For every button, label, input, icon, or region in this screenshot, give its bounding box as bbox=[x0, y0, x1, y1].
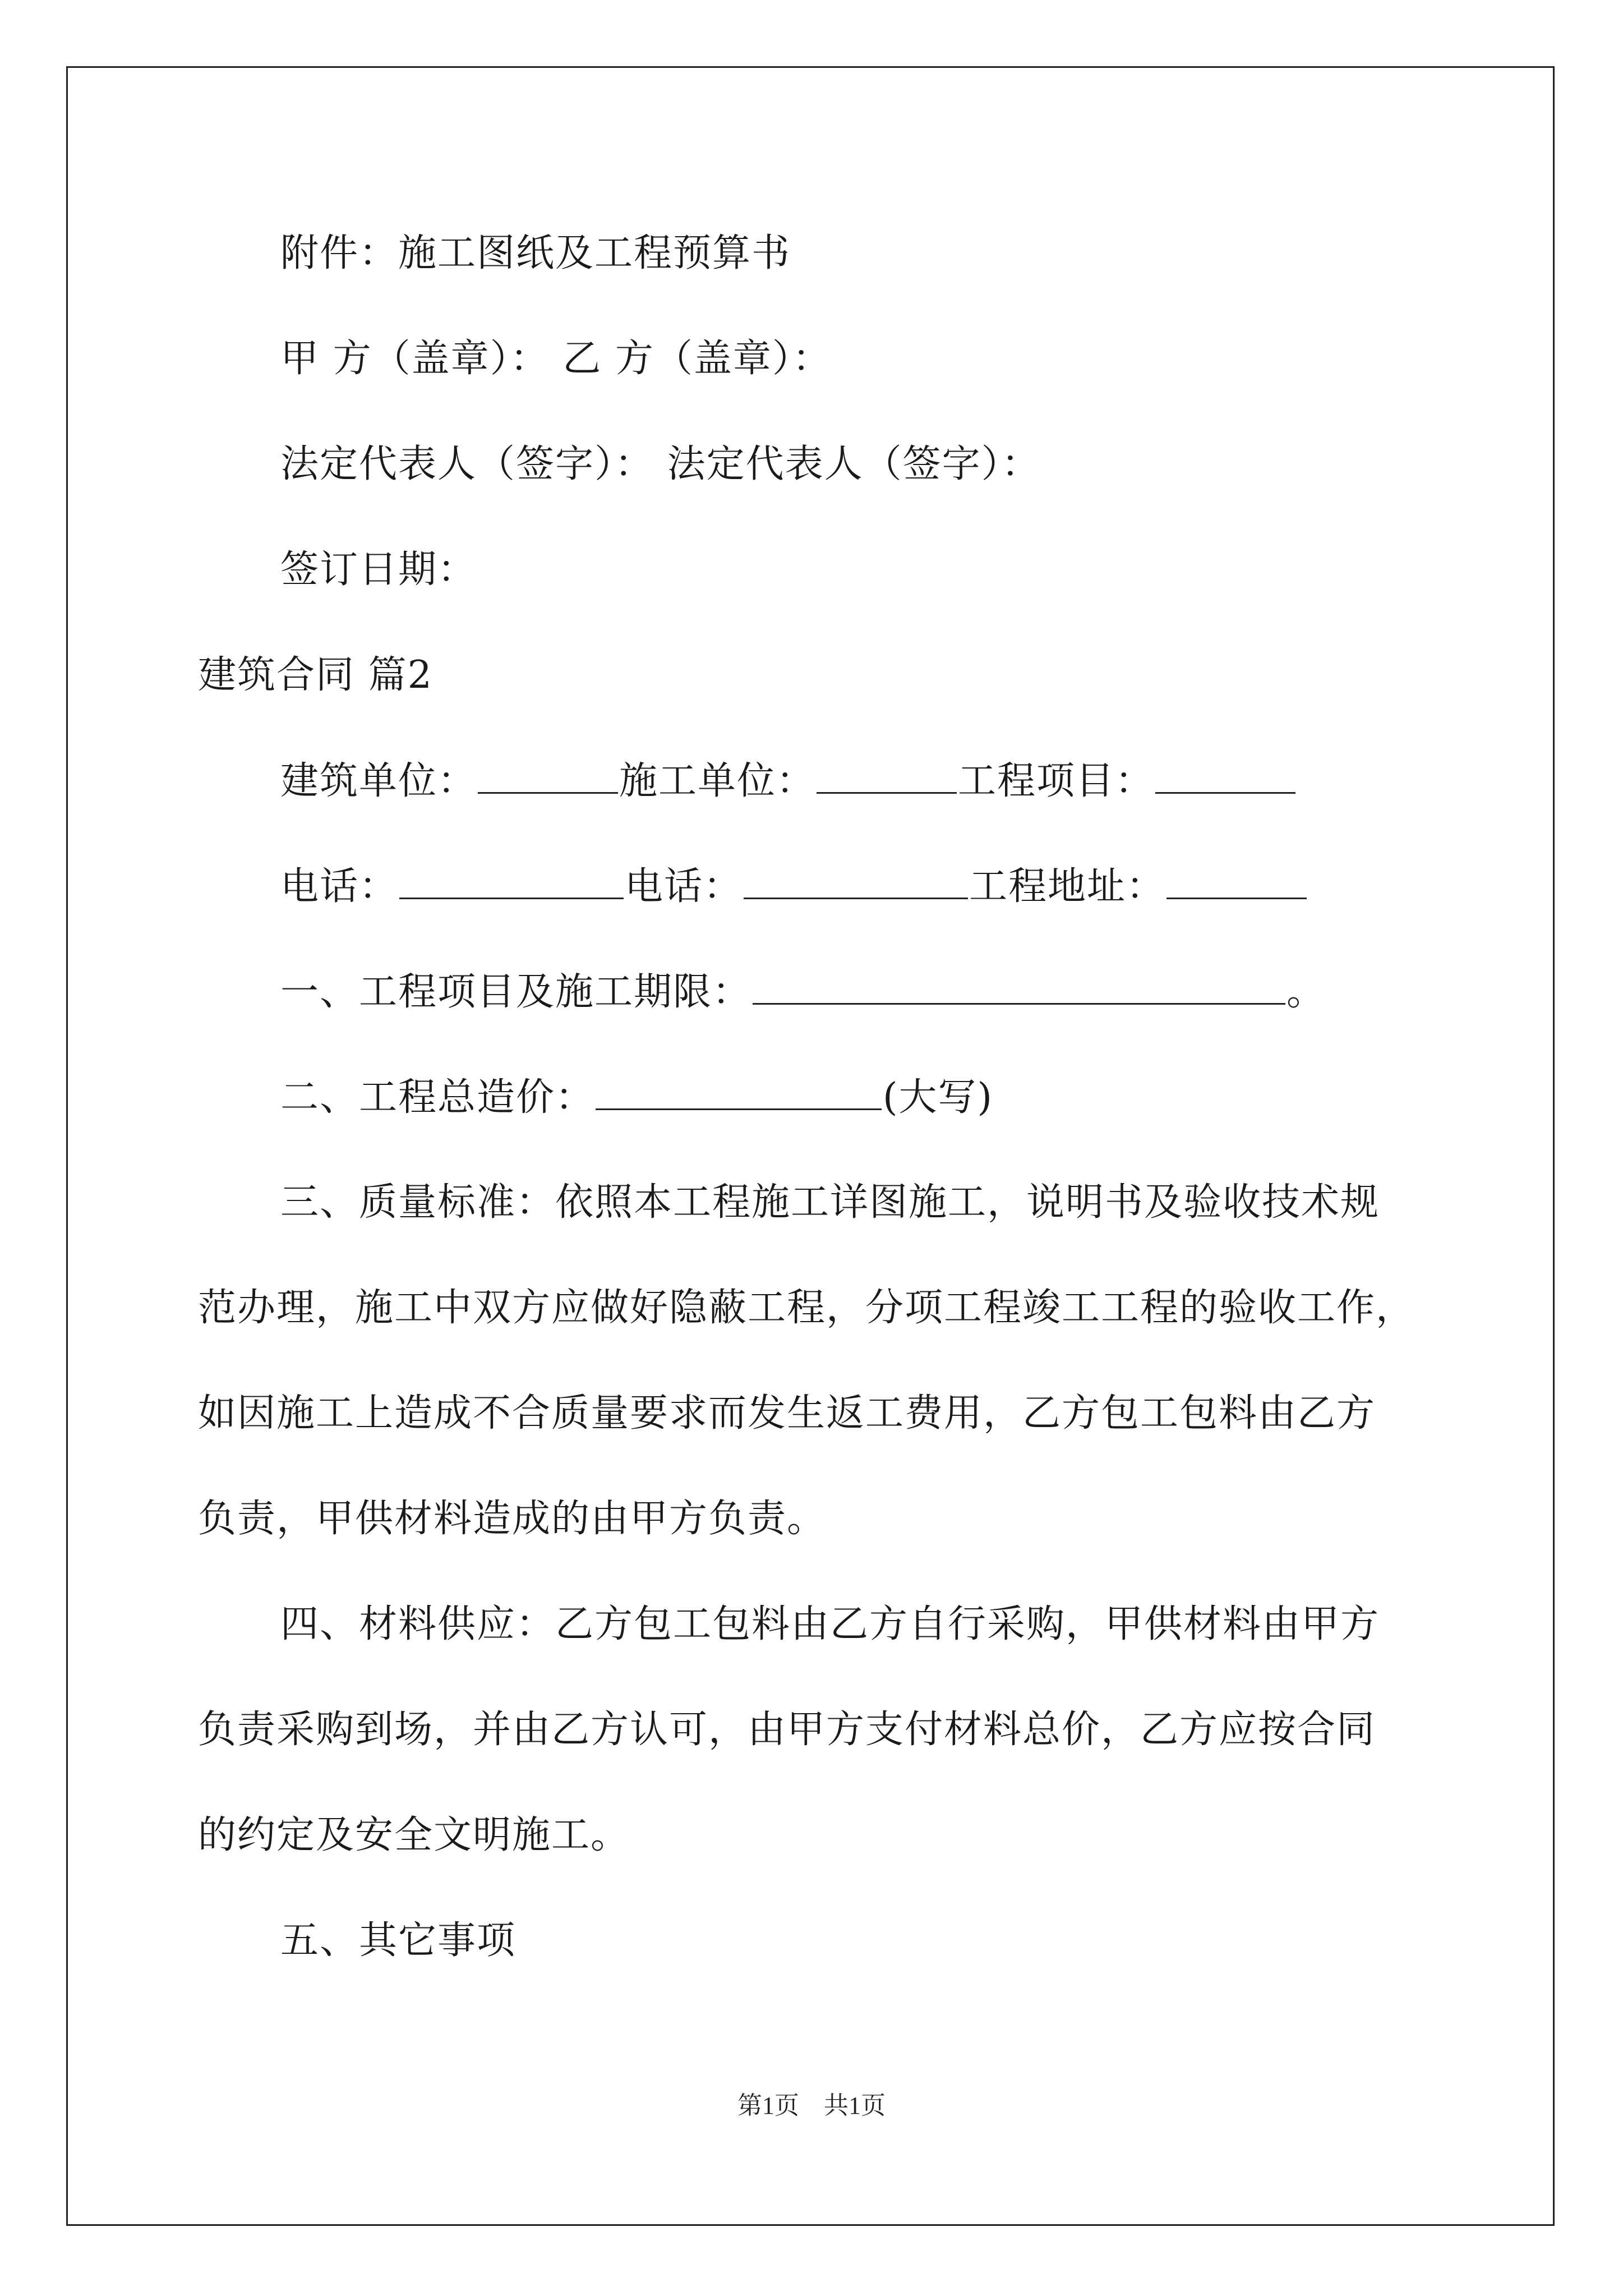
address-label: 工程地址： bbox=[969, 864, 1166, 909]
item3-line-1: 三、质量标准：依照本工程施工详图施工，说明书及验收技术规 bbox=[280, 1180, 1380, 1225]
project-blank bbox=[1155, 758, 1295, 794]
item3-line-4: 负责，甲供材料造成的由甲方负责。 bbox=[198, 1497, 827, 1541]
item2-blank bbox=[596, 1075, 882, 1110]
phone-blank-b bbox=[744, 864, 968, 899]
item4-line-1: 四、材料供应：乙方包工包料由乙方自行采购，甲供材料由甲方 bbox=[280, 1602, 1380, 1646]
item2-label: 二、工程总造价： bbox=[280, 1075, 595, 1120]
item5-line: 五、其它事项 bbox=[280, 1918, 517, 1963]
item1-label: 一、工程项目及施工期限： bbox=[280, 970, 752, 1014]
seal-line: 甲 方（盖章）： 乙 方（盖章）： bbox=[280, 337, 832, 381]
building-unit-label: 建筑单位： bbox=[280, 759, 477, 803]
construction-unit-blank bbox=[817, 758, 957, 794]
item3-line-2: 范办理，施工中双方应做好隐蔽工程，分项工程竣工工程的验收工作， bbox=[198, 1286, 1415, 1330]
page-footer: 第1页 共1页 bbox=[737, 2092, 886, 2119]
unit-line bbox=[280, 758, 1297, 804]
item4-line-2: 负责采购到场，并由乙方认可，由甲方支付材料总价，乙方应按合同 bbox=[198, 1708, 1376, 1752]
building-unit-blank bbox=[478, 758, 618, 794]
phone-blank-a bbox=[399, 864, 624, 899]
phone-line bbox=[280, 864, 1308, 909]
item2-line bbox=[280, 1075, 993, 1120]
phone-label-b: 电话： bbox=[625, 864, 743, 909]
item1-line bbox=[280, 969, 1326, 1015]
project-label: 工程项目： bbox=[958, 759, 1155, 803]
attachment-line: 附件：施工图纸及工程预算书 bbox=[280, 231, 791, 275]
item4-line-3: 的约定及安全文明施工。 bbox=[198, 1813, 630, 1857]
item1-end: 。 bbox=[1287, 970, 1326, 1014]
construction-unit-label: 施工单位： bbox=[619, 759, 816, 803]
item2-end: (大写) bbox=[883, 1075, 994, 1120]
sign-date-line: 签订日期： bbox=[280, 547, 477, 592]
item3-line-3: 如因施工上造成不合质量要求而发生返工费用，乙方包工包料由乙方 bbox=[198, 1391, 1376, 1435]
page-border bbox=[66, 66, 1555, 2226]
phone-label-a: 电话： bbox=[280, 864, 399, 909]
item1-blank bbox=[753, 969, 1285, 1005]
representative-line: 法定代表人（签字）： 法定代表人（签字）： bbox=[280, 442, 1041, 486]
address-blank bbox=[1166, 864, 1307, 899]
section-title: 建筑合同 篇2 bbox=[198, 653, 433, 697]
